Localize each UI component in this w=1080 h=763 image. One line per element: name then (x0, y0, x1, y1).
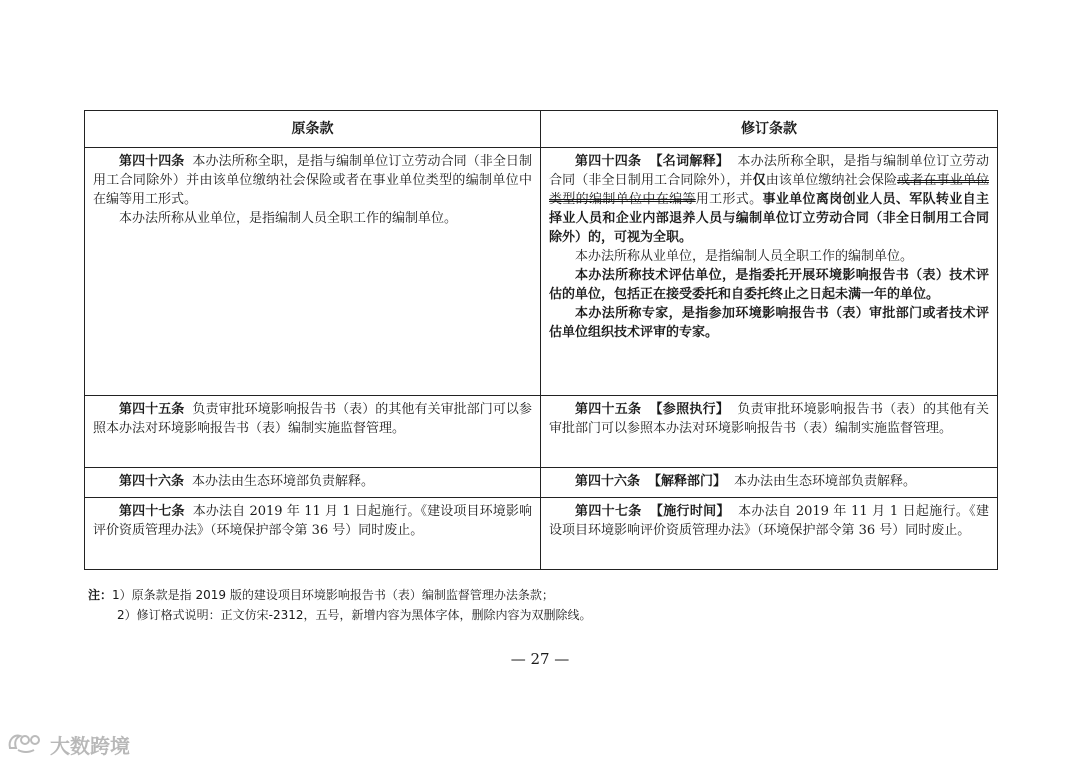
revised-article-46-para (549, 472, 989, 491)
table-row (85, 468, 998, 498)
article-text: 本办法所称全职，是指与编制单位订立劳动合同（非全日制用工合同除外）并由该单位缴纳社会保险或者在事业单位类型的编制单位中在编等用工形式。 (93, 154, 532, 207)
article-tag: 【名词解释】 (649, 154, 730, 169)
article-text: 负责审批环境影响报告书（表）的其他有关审批部门可以参照本办法对环境影响报告书（表）编制实施监督管理。 (549, 402, 989, 436)
article-number: 第四十七条 (575, 504, 642, 519)
notes-label: 注： (88, 588, 113, 602)
table-row (85, 396, 998, 468)
original-article-45-cell (85, 396, 541, 468)
original-article-46-cell (85, 468, 541, 498)
footnotes (88, 585, 988, 625)
added-text: 事业单位离岗创业人员、军队转业自主择业人员和企业内部退养人员与编制单位订立劳动合同（非全日制用工合同除外）的，可视为全职。 (549, 192, 989, 245)
footnote-1 (88, 585, 988, 605)
article-tag: 【施行时间】 (649, 504, 730, 519)
header-revised: 修订条款 (541, 111, 998, 148)
added-text: 仅 (752, 173, 766, 188)
article-number: 第四十七条 (119, 504, 185, 519)
watermark (6, 729, 130, 759)
article-text: 本办法由生态环境部负责解释。 (192, 474, 375, 489)
original-article-47-cell (85, 498, 541, 570)
original-article-44-para2: 本办法所称从业单位，是指编制人员全职工作的编制单位。 (119, 211, 458, 226)
article-number: 第四十四条 (119, 154, 185, 169)
revised-article-47-para (549, 502, 989, 540)
revised-article-44-para3: 本办法所称技术评估单位，是指委托开展环境影响报告书（表）技术评估的单位，包括正在接受委托和自委托终止之日起未满一年的单位。 (549, 268, 989, 302)
article-text: 负责审批环境影响报告书（表）的其他有关审批部门可以参照本办法对环境影响报告书（表）编制实施监督管理。 (93, 402, 532, 436)
watermark-text: 大数跨境 (50, 733, 130, 758)
table-row (85, 498, 998, 570)
revision-comparison-table (84, 110, 998, 570)
original-article-44-cell (85, 148, 541, 396)
table-header-row (85, 111, 998, 148)
header-original: 原条款 (85, 111, 541, 148)
footnote-1-text: 1）原条款是指 2019 版的建设项目环境影响报告书（表）编制监督管理办法条款； (112, 588, 554, 602)
article-text: 本办法自 2019 年 11 月 1 日起施行。《建设项目环境影响评价资质管理办法》（环境保护部令第 36 号）同时废止。 (93, 504, 532, 538)
revised-article-44-para1 (549, 152, 989, 247)
article-number: 第四十五条 (575, 402, 642, 417)
revised-article-44-para4: 本办法所称专家，是指参加环境影响报告书（表）审批部门或者技术评估单位组织技术评审的专家。 (549, 306, 989, 340)
table-row (85, 148, 998, 396)
article-number: 第四十四条 (575, 154, 642, 169)
revised-article-44-para2: 本办法所称从业单位，是指编制人员全职工作的编制单位。 (575, 249, 914, 264)
original-article-47-para (93, 502, 532, 540)
revised-article-47-cell (541, 498, 998, 570)
text-segment: 由该单位缴纳社会保险 (765, 173, 898, 188)
revised-article-45-cell (541, 396, 998, 468)
original-article-44-para1 (93, 152, 532, 209)
revised-article-45-para (549, 400, 989, 438)
footnote-2: 2）修订格式说明：正文仿宋-2312，五号，新增内容为黑体字体，删除内容为双删除线。 (117, 608, 592, 622)
page-number: — 27 — (510, 650, 570, 668)
revised-article-44-cell (541, 148, 998, 396)
brand-logo-icon (6, 730, 46, 759)
article-tag: 【解释部门】 (648, 474, 727, 489)
revised-article-46-cell (541, 468, 998, 498)
original-article-45-para (93, 400, 532, 438)
article-number: 第四十六条 (575, 474, 641, 489)
deleted-text: 或者在事业单位类型的编制单位中在编等 (549, 173, 989, 207)
article-number: 第四十五条 (119, 402, 185, 417)
article-tag: 【参照执行】 (649, 402, 730, 417)
article-text: 本办法自 2019 年 11 月 1 日起施行。《建设项目环境影响评价资质管理办法》（环境保护部令第 36 号）同时废止。 (549, 504, 989, 538)
text-segment: 用工形式。 (695, 192, 763, 207)
article-number: 第四十六条 (119, 474, 185, 489)
article-text: 本办法由生态环境部负责解释。 (734, 474, 917, 489)
original-article-46-para (93, 472, 532, 491)
text-segment: 本办法所称全职，是指与编制单位订立劳动合同（非全日制用工合同除外），并 (549, 154, 989, 188)
